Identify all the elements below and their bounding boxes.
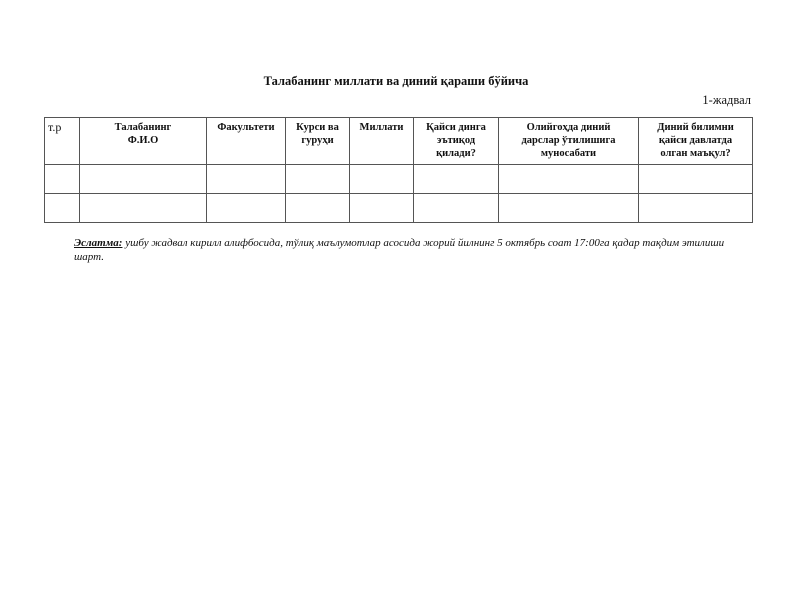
header-nationality: Миллати (350, 118, 414, 165)
table-row (45, 165, 753, 194)
table-number: 1-жадвал (702, 93, 751, 107)
table-cell[interactable] (80, 165, 207, 194)
table-cell[interactable] (639, 165, 753, 194)
table-cell[interactable] (286, 194, 350, 223)
table-cell[interactable] (286, 165, 350, 194)
header-number: т.р (45, 118, 80, 165)
header-preferred-country: Диний билимни қайси давлатда олган маъқул? (639, 118, 753, 165)
header-attitude-religious-lessons: Олийгоҳда диний дарслар ўтилишига муносабати (499, 118, 639, 165)
table-cell[interactable] (499, 165, 639, 194)
table-row (45, 194, 753, 223)
table-cell[interactable] (350, 194, 414, 223)
table-cell[interactable] (639, 194, 753, 223)
header-course-group: Курси ва гуруҳи (286, 118, 350, 165)
table-cell[interactable] (350, 165, 414, 194)
table-header-row (45, 118, 753, 165)
header-student-name: Талабанинг Ф.И.О (80, 118, 207, 165)
table-cell[interactable] (499, 194, 639, 223)
table-cell[interactable] (45, 194, 80, 223)
note-label: Эслатма: (74, 237, 123, 249)
table-cell[interactable] (414, 165, 499, 194)
document-title: Талабанинг миллати ва диний қараши бўйича (263, 74, 529, 88)
header-faculty: Факультети (207, 118, 286, 165)
note (74, 236, 754, 264)
table-cell[interactable] (207, 165, 286, 194)
survey-table (44, 117, 753, 223)
note-text: ушбу жадвал кирилл алифбосида, тўлиқ маълумотлар асосида жорий йилнинг 5 октябрь соат 17:00га қадар тақдим этилиши шарт. (74, 237, 725, 263)
header-religion: Қайси динга эътиқод қилади? (414, 118, 499, 165)
table-cell[interactable] (45, 165, 80, 194)
table-cell[interactable] (207, 194, 286, 223)
table-cell[interactable] (80, 194, 207, 223)
table-cell[interactable] (414, 194, 499, 223)
